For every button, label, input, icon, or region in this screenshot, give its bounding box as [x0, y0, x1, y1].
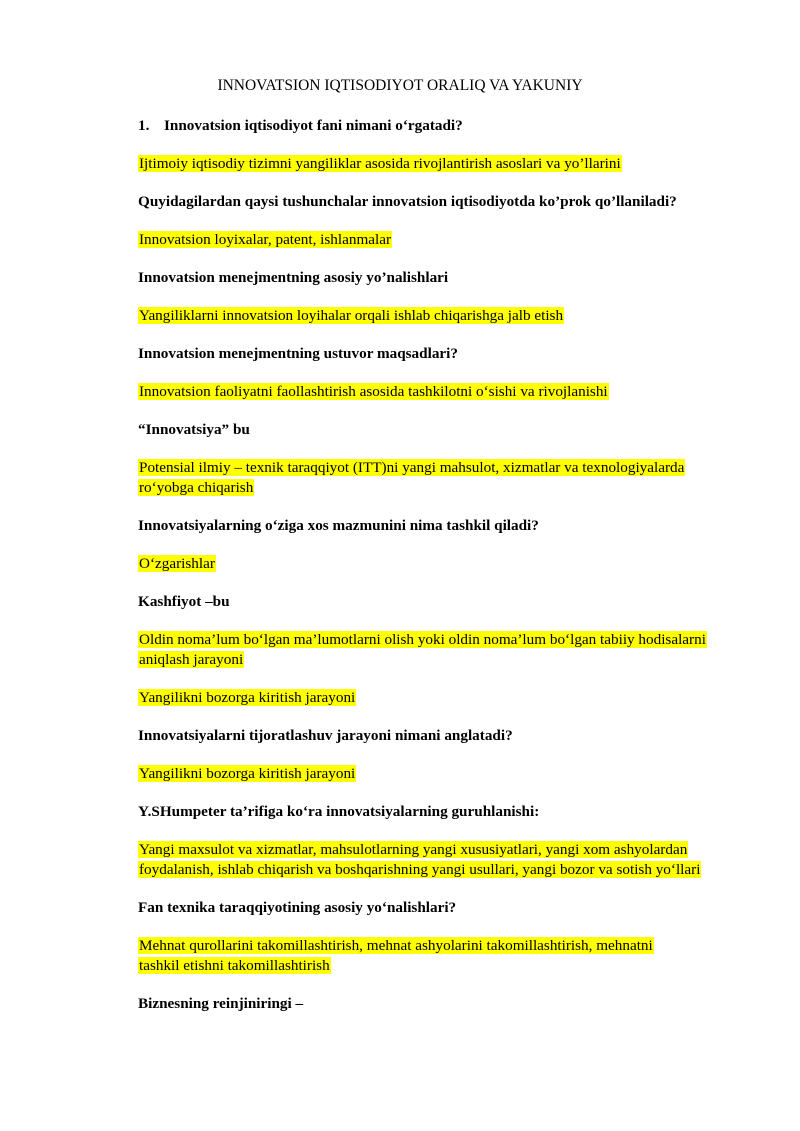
question-text: Innovatsion menejmentning asosiy yo’nalishlari: [138, 269, 449, 286]
document-title: INNOVATSION IQTISODIYOT ORALIQ VA YAKUNIY: [217, 77, 583, 94]
question-heading: [138, 344, 750, 364]
answer-line: O‘zgarishlar: [139, 555, 215, 572]
question-heading: [138, 116, 750, 136]
answer-line: ro‘yobga chiqarish: [139, 479, 254, 496]
question-text: “Innovatsiya” bu: [138, 421, 250, 438]
answer-line: Yangiliklarni innovatsion loyihalar orqali ishlab chiqarishga jalb etish: [139, 307, 564, 324]
answer-line: Potensial ilmiy – texnik taraqqiyot (ITT)ni yangi mahsulot, xizmatlar va texnologiyalarda: [139, 459, 685, 476]
question-text: Quyidagilardan qaysi tushunchalar innovatsion iqtisodiyotda ko’prok qo’llaniladi?: [138, 193, 677, 210]
question-heading: [138, 592, 750, 612]
question-text: Innovatsiyalarning o‘ziga xos mazmunini nima tashkil qiladi?: [138, 517, 539, 534]
question-heading: [138, 994, 750, 1014]
question-text: Y.SHumpeter ta’rifiga ko‘ra innovatsiyalarning guruhlanishi:: [138, 803, 540, 820]
answer-line: Innovatsion faoliyatni faollashtirish asosida tashkilotni o‘sishi va rivojlanishi: [139, 383, 608, 400]
answer-highlighted: [138, 382, 750, 402]
answer-highlighted: [138, 688, 750, 708]
answer-highlighted: [138, 154, 750, 174]
question-text: Innovatsiyalarni tijoratlashuv jarayoni nimani anglatadi?: [138, 727, 513, 744]
answer-highlighted: [138, 630, 750, 670]
answer-line: Yangi maxsulot va xizmatlar, mahsulotlarning yangi xususiyatlari, yangi xom ashyolardan: [139, 841, 688, 858]
answer-line: aniqlash jarayoni: [139, 651, 244, 668]
answer-highlighted: [138, 764, 750, 784]
question-number: 1.: [138, 117, 150, 134]
answer-line: Ijtimoiy iqtisodiy tizimni yangiliklar asosida rivojlantirish asoslari va yo’llarini: [139, 155, 621, 172]
answer-highlighted: [138, 458, 750, 498]
question-text: Innovatsion menejmentning ustuvor maqsadlari?: [138, 345, 458, 362]
question-text: Biznesning reinjiniringi –: [138, 995, 304, 1012]
question-text: Innovatsion iqtisodiyot fani nimani o‘rgatadi?: [164, 117, 463, 134]
question-heading: [138, 268, 750, 288]
question-heading: [138, 192, 750, 212]
answer-line: foydalanish, ishlab chiqarish va boshqarishning yangi usullari, yangi bozor va sotish yo‘llari: [139, 861, 701, 878]
question-text: Kashfiyot –bu: [138, 593, 230, 610]
answer-line: Yangilikni bozorga kiritish jarayoni: [139, 689, 356, 706]
question-heading: [138, 420, 750, 440]
question-text: Fan texnika taraqqiyotining asosiy yo‘nalishlari?: [138, 899, 457, 916]
answer-line: Oldin noma’lum bo‘lgan ma’lumotlarni olish yoki oldin noma’lum bo‘lgan tabiiy hodisalarni: [139, 631, 706, 648]
answer-highlighted: [138, 840, 750, 880]
document-body: [138, 116, 750, 1032]
answer-line: Innovatsion loyixalar, patent, ishlanmalar: [139, 231, 392, 248]
answer-highlighted: [138, 306, 750, 326]
question-heading: [138, 802, 750, 822]
answer-highlighted: [138, 230, 750, 250]
answer-line: Mehnat qurollarini takomillashtirish, mehnat ashyolarini takomillashtirish, mehnatni: [139, 937, 653, 954]
question-heading: [138, 516, 750, 536]
answer-line: Yangilikni bozorga kiritish jarayoni: [139, 765, 356, 782]
answer-highlighted: [138, 554, 750, 574]
question-heading: [138, 726, 750, 746]
answer-line: tashkil etishni takomillashtirish: [139, 957, 330, 974]
question-heading: [138, 898, 750, 918]
answer-highlighted: [138, 936, 750, 976]
